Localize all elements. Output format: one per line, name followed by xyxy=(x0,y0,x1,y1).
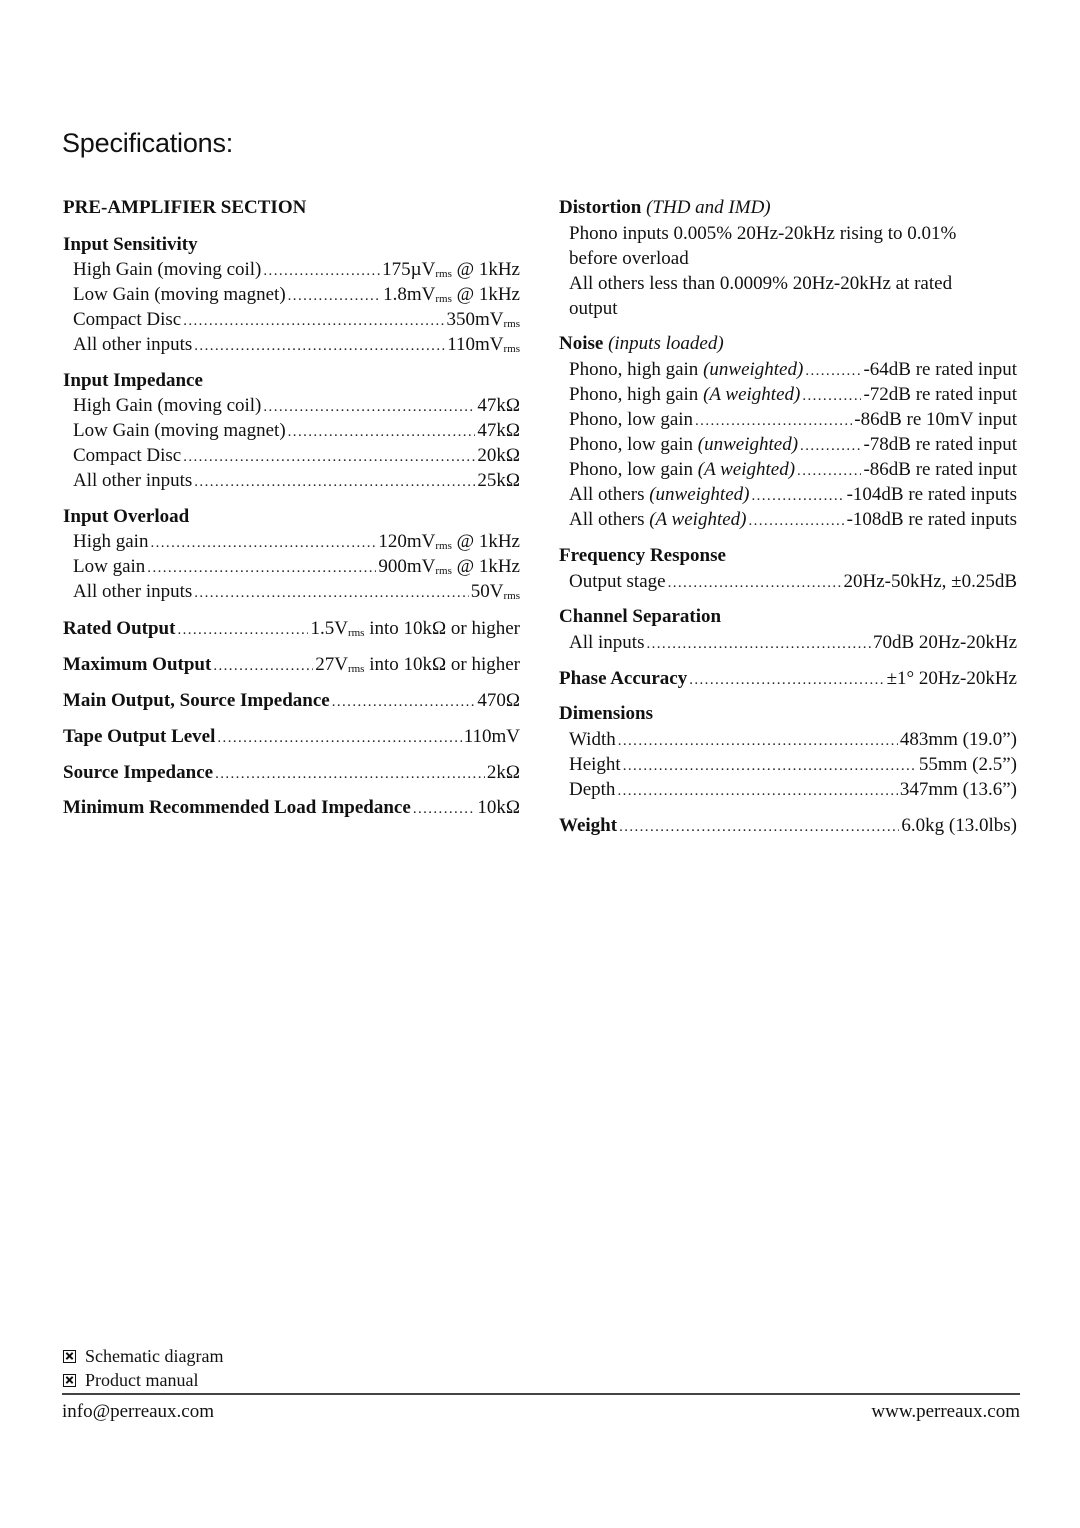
spec-row xyxy=(569,777,1017,804)
spec-label: Compact Disc xyxy=(73,309,182,330)
leader-dots xyxy=(800,434,861,459)
weight-row xyxy=(559,813,1017,840)
spec-value: -104dB re rated inputs xyxy=(846,484,1017,505)
spec-value: $1.5V_{rms}$ into 10kΩ or higher xyxy=(310,618,520,639)
spec-value: -86dB re rated input xyxy=(863,459,1017,480)
phase-accuracy-row xyxy=(559,666,1017,693)
spec-row xyxy=(569,752,1017,779)
noise-note: (inputs loaded) xyxy=(608,333,724,354)
noise-row xyxy=(569,432,1017,459)
spec-value: 47kΩ xyxy=(477,395,520,416)
spec-value: 55mm (2.5”) xyxy=(918,754,1017,775)
spec-value: -86dB re 10mV input xyxy=(854,409,1017,430)
spec-value: 347mm (13.6”) xyxy=(899,779,1017,800)
spec-value: $27V_{rms}$ into 10kΩ or higher xyxy=(315,654,520,675)
spec-value: 470Ω xyxy=(477,690,520,711)
spec-label: All inputs xyxy=(569,632,645,653)
main-output-source-impedance-row xyxy=(63,688,520,715)
spec-label: All other inputs xyxy=(73,334,193,355)
spec-label: Compact Disc xyxy=(73,445,182,466)
leader-dots xyxy=(805,359,861,384)
legend-item-product-manual xyxy=(63,1368,198,1392)
spec-label: Minimum Recommended Load Impedance xyxy=(63,797,411,818)
noise-row xyxy=(569,457,1017,484)
leader-dots xyxy=(332,690,476,715)
footer-divider xyxy=(62,1393,1020,1395)
distortion-line: output xyxy=(569,298,618,319)
distortion-line: before overload xyxy=(569,248,689,269)
leader-dots xyxy=(618,729,898,754)
spec-label: Maximum Output xyxy=(63,654,212,675)
spec-row xyxy=(73,579,520,606)
legend-label: Schematic diagram xyxy=(85,1346,224,1366)
leader-dots xyxy=(177,618,308,643)
spec-row xyxy=(73,468,520,495)
spec-value: 20Hz-50kHz, ±0.25dB xyxy=(843,571,1017,592)
spec-label: Low Gain (moving magnet) xyxy=(73,420,286,441)
leader-dots xyxy=(183,309,444,334)
spec-value: $110mV_{rms}$ xyxy=(447,334,520,355)
distortion-note: (THD and IMD) xyxy=(646,197,771,218)
spec-label: Rated Output xyxy=(63,618,176,639)
page-title: Specifications: xyxy=(62,128,234,158)
spec-label: Output stage xyxy=(569,571,666,592)
checkbox-x-icon xyxy=(63,1374,76,1387)
spec-row xyxy=(73,393,520,420)
spec-value: -64dB re rated input xyxy=(863,359,1017,380)
spec-row xyxy=(73,257,520,284)
leader-dots xyxy=(646,632,870,657)
spec-label: Height xyxy=(569,754,621,775)
distortion-line: Phono inputs 0.005% 20Hz-20kHz rising to 0.01% xyxy=(569,223,957,244)
spec-value: $120mV_{rms}$ @ 1kHz xyxy=(378,531,520,552)
spec-row xyxy=(73,554,520,581)
maximum-output-row xyxy=(63,652,520,679)
spec-label: High gain xyxy=(73,531,149,552)
noise-row xyxy=(569,357,1017,384)
leader-dots xyxy=(288,420,476,445)
spec-label: Weight xyxy=(559,815,618,836)
spec-row xyxy=(73,307,520,334)
leader-dots xyxy=(150,531,376,556)
leader-dots xyxy=(797,459,861,484)
min-load-impedance-row xyxy=(63,795,520,822)
spec-label: Tape Output Level xyxy=(63,726,216,747)
leader-dots xyxy=(748,509,844,534)
spec-label: High Gain (moving coil) xyxy=(73,395,262,416)
noise-row xyxy=(569,407,1017,434)
spec-value: 25kΩ xyxy=(477,470,520,491)
spec-value: 47kΩ xyxy=(477,420,520,441)
footer-email: info@perreaux.com xyxy=(62,1401,215,1422)
legend-item-schematic-diagram xyxy=(63,1344,223,1368)
leader-dots xyxy=(413,797,476,822)
source-impedance-row xyxy=(63,760,520,787)
legend-label: Product manual xyxy=(85,1370,199,1390)
spec-label: Low gain xyxy=(73,556,146,577)
spec-row xyxy=(73,443,520,470)
leader-dots xyxy=(617,779,897,804)
spec-row xyxy=(569,727,1017,754)
channel-separation-title: Channel Separation xyxy=(559,606,722,627)
noise-title: Noise (inputs loaded) xyxy=(559,333,724,354)
spec-value: -78dB re rated input xyxy=(863,434,1017,455)
distortion-line: All others less than 0.0009% 20Hz-20kHz at rated xyxy=(569,273,953,294)
spec-label: Phono, high gain (A weighted) xyxy=(569,384,801,405)
spec-label: Width xyxy=(569,729,616,750)
leader-dots xyxy=(695,409,852,434)
dimensions-title: Dimensions xyxy=(559,703,653,724)
leader-dots xyxy=(668,571,842,596)
leader-dots xyxy=(623,754,917,779)
leader-dots xyxy=(194,334,445,359)
spec-value: 483mm (19.0”) xyxy=(899,729,1017,750)
leader-dots xyxy=(183,445,475,470)
leader-dots xyxy=(751,484,844,509)
distortion-title: Distortion (THD and IMD) xyxy=(559,197,771,218)
leader-dots xyxy=(263,259,380,284)
leader-dots xyxy=(217,726,461,751)
spec-value: ±1° 20Hz-20kHz xyxy=(886,668,1017,689)
input-overload-title: Input Overload xyxy=(63,506,190,527)
leader-dots xyxy=(147,556,376,581)
input-impedance-title: Input Impedance xyxy=(63,370,203,391)
spec-row xyxy=(73,332,520,359)
noise-row xyxy=(569,382,1017,409)
spec-label: Main Output, Source Impedance xyxy=(63,690,330,711)
input-sensitivity-title: Input Sensitivity xyxy=(63,234,198,255)
leader-dots xyxy=(263,395,475,420)
leader-dots xyxy=(288,284,381,309)
spec-value: $900mV_{rms}$ @ 1kHz xyxy=(378,556,520,577)
spec-value: $1.8mV_{rms}$ @ 1kHz xyxy=(383,284,520,305)
spec-value: 10kΩ xyxy=(477,797,520,818)
spec-label: All other inputs xyxy=(73,581,193,602)
spec-label: Source Impedance xyxy=(63,762,214,783)
spec-label: Low Gain (moving magnet) xyxy=(73,284,286,305)
leader-dots xyxy=(194,470,475,495)
footer-website: www.perreaux.com xyxy=(871,1401,1020,1422)
spec-label: Phono, high gain (unweighted) xyxy=(569,359,804,380)
spec-value: 175µV$_{rms}$ @ 1kHz xyxy=(382,259,520,280)
spec-value: -72dB re rated input xyxy=(863,384,1017,405)
spec-value: 20kΩ xyxy=(477,445,520,466)
spec-value: 6.0kg (13.0lbs) xyxy=(901,815,1017,836)
spec-value: 70dB 20Hz-20kHz xyxy=(872,632,1017,653)
spec-row xyxy=(73,282,520,309)
frequency-response-title: Frequency Response xyxy=(559,545,726,566)
tape-output-level-row xyxy=(63,724,520,751)
leader-dots xyxy=(213,654,313,679)
spec-label: All other inputs xyxy=(73,470,193,491)
spec-value: $50V_{rms}$ xyxy=(470,581,520,602)
spec-row xyxy=(569,569,1017,596)
spec-row xyxy=(73,418,520,445)
spec-label: Phono, low gain (unweighted) xyxy=(569,434,799,455)
rated-output-row xyxy=(63,616,520,643)
leader-dots xyxy=(215,762,485,787)
leader-dots xyxy=(194,581,468,606)
spec-row xyxy=(73,529,520,556)
spec-value: 110mV xyxy=(463,726,520,747)
leader-dots xyxy=(619,815,899,840)
leader-dots xyxy=(802,384,861,409)
spec-label: Phono, low gain (A weighted) xyxy=(569,459,796,480)
spec-value: $350mV_{rms}$ xyxy=(446,309,520,330)
spec-label: All others (A weighted) xyxy=(569,509,747,530)
spec-label: High Gain (moving coil) xyxy=(73,259,262,280)
spec-label: Phono, low gain xyxy=(569,409,694,430)
spec-value: 2kΩ xyxy=(486,762,520,783)
leader-dots xyxy=(689,668,884,693)
spec-value: -108dB re rated inputs xyxy=(846,509,1017,530)
spec-label: Depth xyxy=(569,779,616,800)
checkbox-x-icon xyxy=(63,1350,76,1363)
spec-label: Phase Accuracy xyxy=(559,668,688,689)
spec-label: All others (unweighted) xyxy=(569,484,750,505)
section-heading-pre-amplifier: PRE-AMPLIFIER SECTION xyxy=(63,197,307,218)
spec-row xyxy=(569,630,1017,657)
noise-row xyxy=(569,482,1017,509)
noise-row xyxy=(569,507,1017,534)
